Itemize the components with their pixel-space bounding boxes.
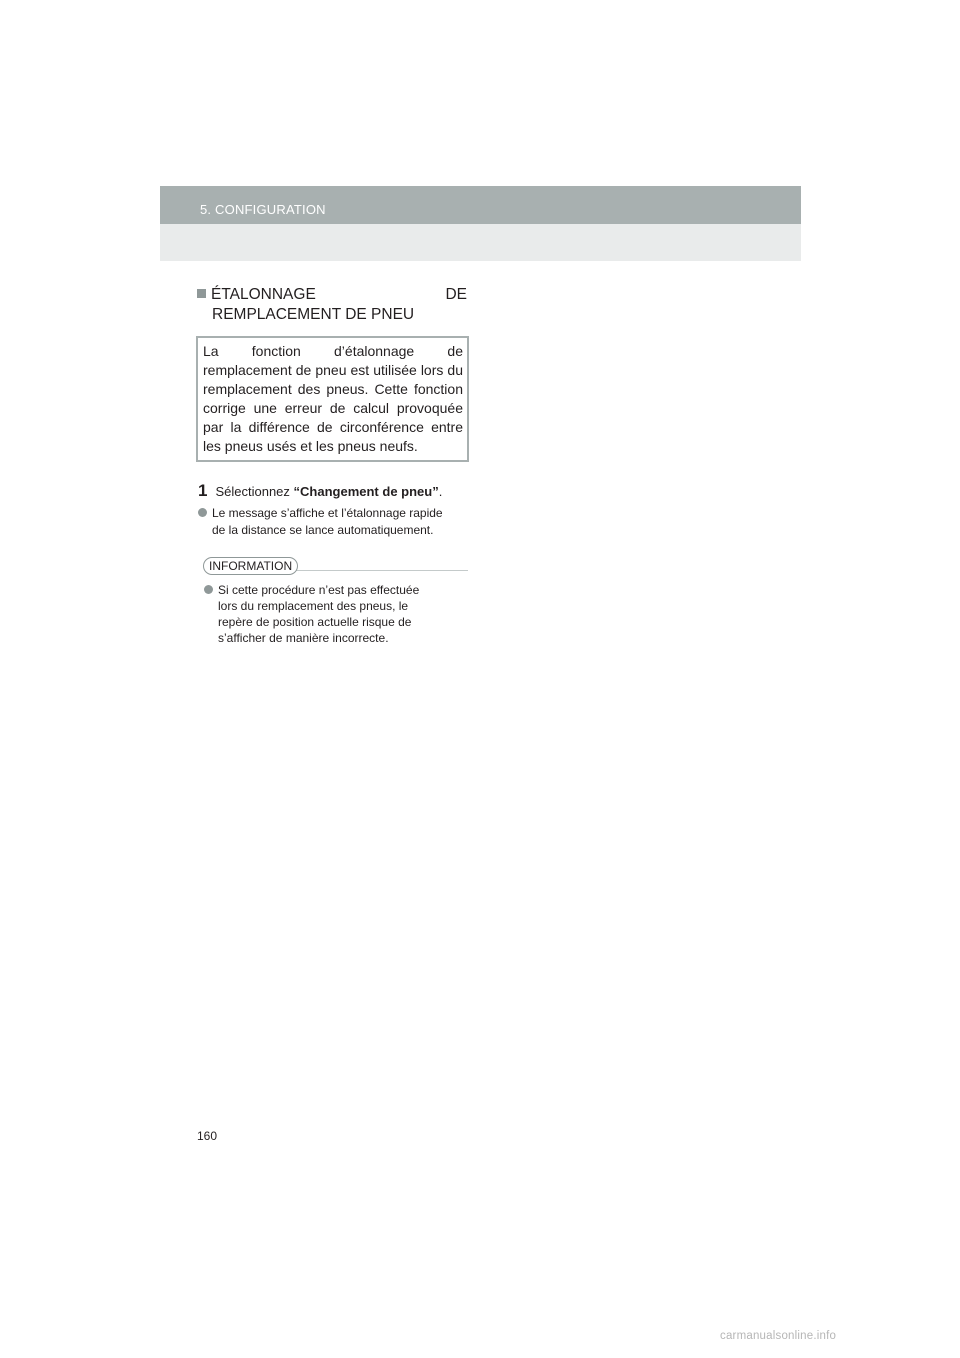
information-note xyxy=(204,582,462,646)
bullet-dot-icon xyxy=(204,585,213,594)
bullet-dot-icon xyxy=(198,508,207,517)
step-suffix: . xyxy=(438,484,443,499)
square-bullet-icon xyxy=(197,289,206,298)
heading-word-2: DE xyxy=(445,286,467,303)
section-title: 5. CONFIGURATION xyxy=(200,202,326,217)
heading-word-1: ÉTALONNAGE xyxy=(211,286,316,303)
watermark: carmanualsonline.info xyxy=(720,1330,837,1342)
step-1 xyxy=(198,482,468,501)
section-heading xyxy=(197,285,467,325)
info-line-1: Si cette procédure n’est pas effectuée xyxy=(218,583,420,597)
note-line-1: Le message s’affiche et l’étalonnage rapide xyxy=(212,506,443,520)
info-line-4: s’afficher de manière incorrecte. xyxy=(218,631,389,645)
heading-line-2: REMPLACEMENT DE PNEU xyxy=(212,306,415,323)
info-line-2: lors du remplacement des pneus, le xyxy=(218,599,409,613)
information-label: INFORMATION xyxy=(203,557,298,575)
step-prefix: Sélectionnez xyxy=(215,484,294,499)
step-option: “Changement de pneu” xyxy=(293,484,439,499)
intro-box xyxy=(196,336,469,462)
info-line-3: repère de position actuelle risque de xyxy=(218,615,412,629)
page-number: 160 xyxy=(197,1129,218,1143)
step-number: 1 xyxy=(198,481,208,500)
intro-text: La fonction d’étalonnage de remplacement de pneu est utilisée lors du remplacement des pneus. Cette fonction corrige une erreur de calcul provoquée par la différence de circonférence entre les pneus usés et les pneus neufs. xyxy=(203,343,463,454)
note-line-2: de la distance se lance automatiquement. xyxy=(212,523,434,537)
step-note xyxy=(198,505,468,539)
header-subband xyxy=(160,224,801,261)
